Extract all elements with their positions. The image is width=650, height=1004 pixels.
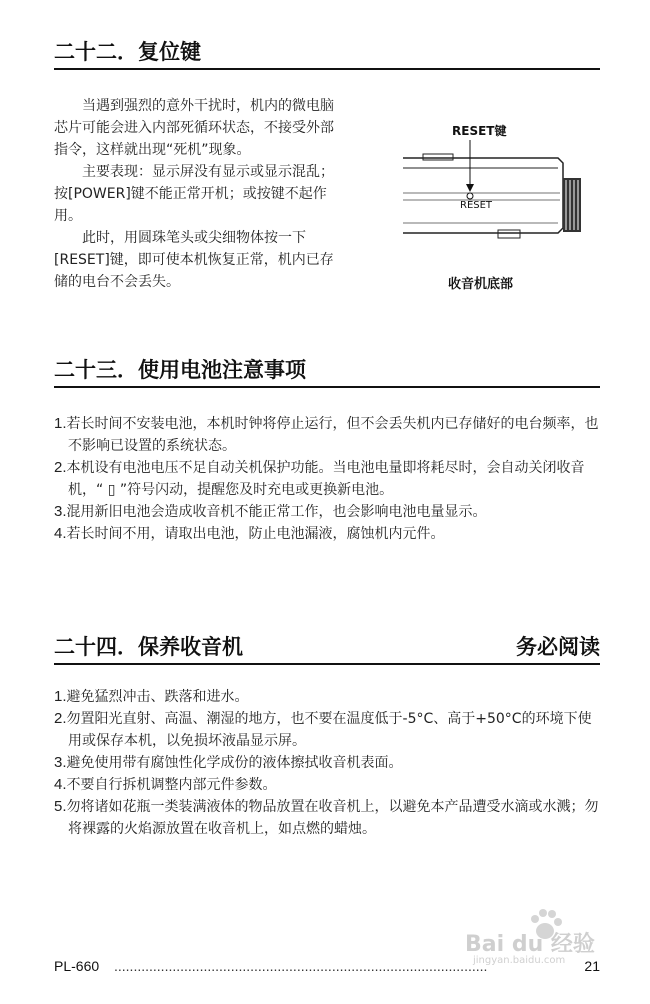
list-item: 4.不要自行拆机调整内部元件参数。 <box>54 776 277 793</box>
section-22-text <box>54 95 342 293</box>
list-item: 1.避免猛烈冲击、跌落和进水。 <box>54 688 249 705</box>
list-item: 4.若长时间不用，请取出电池，防止电池漏液，腐蚀机内元件。 <box>54 525 445 542</box>
model-number: PL-660 <box>54 958 100 974</box>
paragraph: 当遇到强烈的意外干扰时，机内的微电脑芯片可能会进入内部死循环状态，不接受外部指令，这样就出现“死机”现象。 <box>54 98 334 158</box>
must-read-label: 务必阅读 <box>516 635 600 659</box>
reset-button-label: RESET <box>460 200 493 211</box>
page-number: 21 <box>584 958 600 974</box>
battery-notes-list <box>54 413 602 545</box>
leader-dots: ................................................................................................ <box>114 958 488 974</box>
reset-key-label: RESET键 <box>452 124 507 138</box>
list-item: 2.本机设有电池电压不足自动关机保护功能。当电池电量即将耗尽时，会自动关闭收音机，“ ▯ ”符号闪动，提醒您及时充电或更换新电池。 <box>54 459 585 498</box>
section-22-title: 二十二．复位键 <box>54 38 600 70</box>
figure-caption: 收音机底部 <box>448 277 514 292</box>
care-notes-list <box>54 686 602 840</box>
paragraph: 主要表现：显示屏没有显示或显示混乱；按[POWER]键不能正常开机；或按键不起作用。 <box>54 164 334 224</box>
section-24-heading: 二十四．保养收音机 <box>54 635 243 659</box>
list-item: 2.勿置阳光直射、高温、潮湿的地方，也不要在温度低于-5°C、高于+50°C的环境下使用或保存本机，以免损坏液晶显示屏。 <box>54 710 592 749</box>
radio-bottom-illustration <box>398 118 588 298</box>
watermark-url: jingyan.baidu.com <box>473 955 566 966</box>
paragraph: 此时，用圆珠笔头或尖细物体按一下[RESET]键，即可使本机恢复正常，机内已存储的电台不会丢失。 <box>54 230 334 290</box>
section-23-title: 二十三．使用电池注意事项 <box>54 356 600 388</box>
list-item: 3.混用新旧电池会造成收音机不能正常工作，也会影响电池电量显示。 <box>54 503 487 520</box>
radio-drawing <box>398 118 588 268</box>
section-24-title <box>54 633 600 665</box>
list-item: 3.避免使用带有腐蚀性化学成份的液体擦拭收音机表面。 <box>54 754 403 771</box>
list-item: 5.勿将诸如花瓶一类装满液体的物品放置在收音机上，以避免本产品遭受水滴或水溅；勿将裸露的火焰源放置在收音机上，如点燃的蜡烛。 <box>54 798 599 837</box>
list-item: 1.若长时间不安装电池，本机时钟将停止运行，但不会丢失机内已存储好的电台频率，也不影响已设置的系统状态。 <box>54 415 599 454</box>
watermark-brand: Bai du 经验 <box>465 932 595 957</box>
